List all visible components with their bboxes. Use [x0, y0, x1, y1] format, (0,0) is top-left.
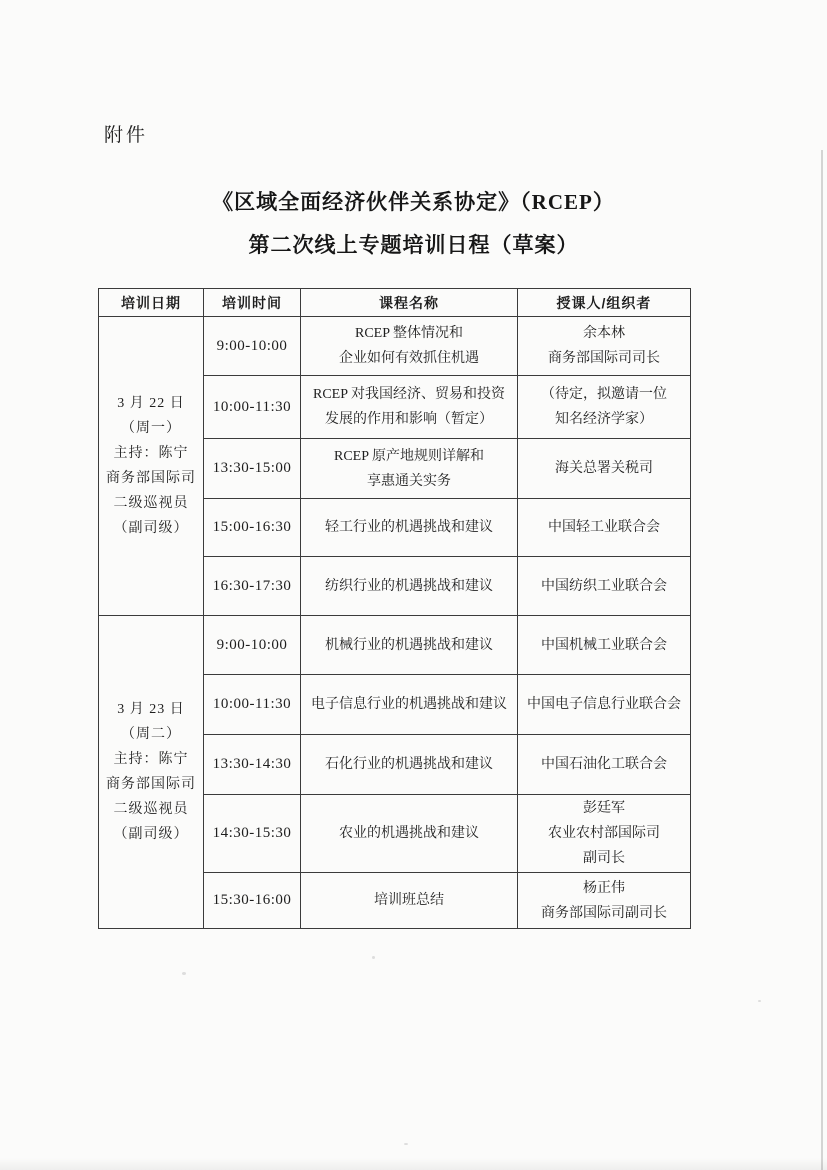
text-line: 商务部国际司: [106, 777, 196, 792]
document-title: [0, 181, 827, 267]
text-line: RCEP 对我国经济、贸易和投资: [313, 387, 505, 402]
course-cell: [301, 873, 518, 929]
presenter-cell: [518, 499, 691, 557]
text-line: 电子信息行业的机遇挑战和建议: [311, 697, 507, 712]
time-cell: 13:30-14:30: [204, 735, 301, 795]
scan-edge-line: [821, 150, 823, 1170]
presenter-cell: [518, 317, 691, 376]
text-line: 商务部国际司副司长: [541, 905, 667, 921]
text-line: 副司长: [583, 851, 625, 866]
time-cell: 13:30-15:00: [204, 439, 301, 499]
presenter-cell: [518, 616, 691, 675]
text-line: 3 月 23 日: [117, 702, 185, 717]
course-cell: [301, 499, 518, 557]
text-line: 中国轻工业联合会: [548, 520, 660, 535]
text-line: 培训班总结: [374, 893, 444, 908]
text-line: 轻工行业的机遇挑战和建议: [325, 520, 493, 535]
course-cell: [301, 735, 518, 795]
time-cell: 16:30-17:30: [204, 557, 301, 616]
text-line: 商务部国际司: [106, 471, 196, 486]
time-cell: 9:00-10:00: [204, 317, 301, 376]
text-line: 中国机械工业联合会: [541, 637, 667, 653]
presenter-cell: [518, 873, 691, 929]
text-line: 主持：陈宁: [113, 446, 189, 461]
time-cell: 15:00-16:30: [204, 499, 301, 557]
text-line: 彭廷军: [583, 801, 625, 816]
text-line: 中国电子信息行业联合会: [527, 697, 681, 712]
scan-speck: [372, 956, 375, 959]
text-line: （周一）: [121, 421, 181, 436]
text-line: 享惠通关实务: [367, 473, 451, 489]
table-row: [99, 616, 691, 675]
text-line: 主持：陈宁: [113, 752, 189, 767]
text-line: 中国纺织工业联合会: [541, 578, 667, 594]
time-cell: 14:30-15:30: [204, 795, 301, 873]
table-header-row: [99, 289, 691, 317]
text-line: 发展的作用和影响（暂定）: [325, 412, 493, 427]
text-line: RCEP 原产地规则详解和: [334, 448, 484, 464]
course-cell: [301, 439, 518, 499]
header-training-time: 培训时间: [204, 289, 301, 317]
text-line: （副司级）: [113, 827, 189, 842]
time-cell: 10:00-11:30: [204, 376, 301, 439]
header-training-date: 培训日期: [99, 289, 204, 317]
scan-bottom-shadow: [0, 1158, 827, 1170]
date-cell-day2: [99, 616, 204, 929]
course-cell: [301, 376, 518, 439]
course-cell: [301, 616, 518, 675]
course-cell: [301, 795, 518, 873]
training-schedule-table: [98, 288, 691, 929]
text-line: 海关总署关税司: [555, 461, 653, 476]
text-line: 知名经济学家）: [555, 412, 653, 427]
presenter-cell: [518, 735, 691, 795]
text-line: 农业的机遇挑战和建议: [339, 826, 479, 841]
text-line: （副司级）: [113, 521, 189, 536]
course-cell: [301, 675, 518, 735]
text-line: 中国石油化工联合会: [541, 757, 667, 772]
course-cell: [301, 557, 518, 616]
text-line: 商务部国际司司长: [548, 351, 660, 366]
course-cell: [301, 317, 518, 376]
text-line: 企业如何有效抓住机遇: [339, 351, 479, 366]
title-line-2: 第二次线上专题培训日程（草案）: [248, 233, 579, 257]
text-line: （周二）: [121, 727, 181, 742]
date-cell-day1: [99, 317, 204, 616]
header-presenter-organizer: 授课人/组织者: [518, 289, 691, 317]
presenter-cell: [518, 376, 691, 439]
text-line: 杨正伟: [583, 880, 625, 896]
presenter-cell: [518, 675, 691, 735]
text-line: （待定，拟邀请一位: [541, 387, 667, 402]
text-line: 余本林: [583, 326, 625, 341]
text-line: 纺织行业的机遇挑战和建议: [325, 578, 493, 594]
scan-speck: [758, 1000, 761, 1002]
scan-speck: [182, 972, 186, 975]
time-cell: 10:00-11:30: [204, 675, 301, 735]
header-course-name: 课程名称: [301, 289, 518, 317]
text-line: 机械行业的机遇挑战和建议: [325, 637, 493, 653]
text-line: 3 月 22 日: [117, 396, 185, 411]
table-row: [99, 317, 691, 376]
scan-speck: [404, 1143, 408, 1145]
attachment-label: 附件: [104, 125, 149, 146]
text-line: RCEP 整体情况和: [355, 326, 463, 341]
presenter-cell: [518, 439, 691, 499]
presenter-cell: [518, 795, 691, 873]
time-cell: 9:00-10:00: [204, 616, 301, 675]
time-cell: 15:30-16:00: [204, 873, 301, 929]
text-line: 二级巡视员: [113, 802, 189, 817]
title-line-1: 《区域全面经济伙伴关系协定》（RCEP）: [212, 190, 615, 214]
presenter-cell: [518, 557, 691, 616]
text-line: 农业农村部国际司: [548, 826, 660, 841]
text-line: 二级巡视员: [113, 496, 189, 511]
text-line: 石化行业的机遇挑战和建议: [325, 757, 493, 772]
